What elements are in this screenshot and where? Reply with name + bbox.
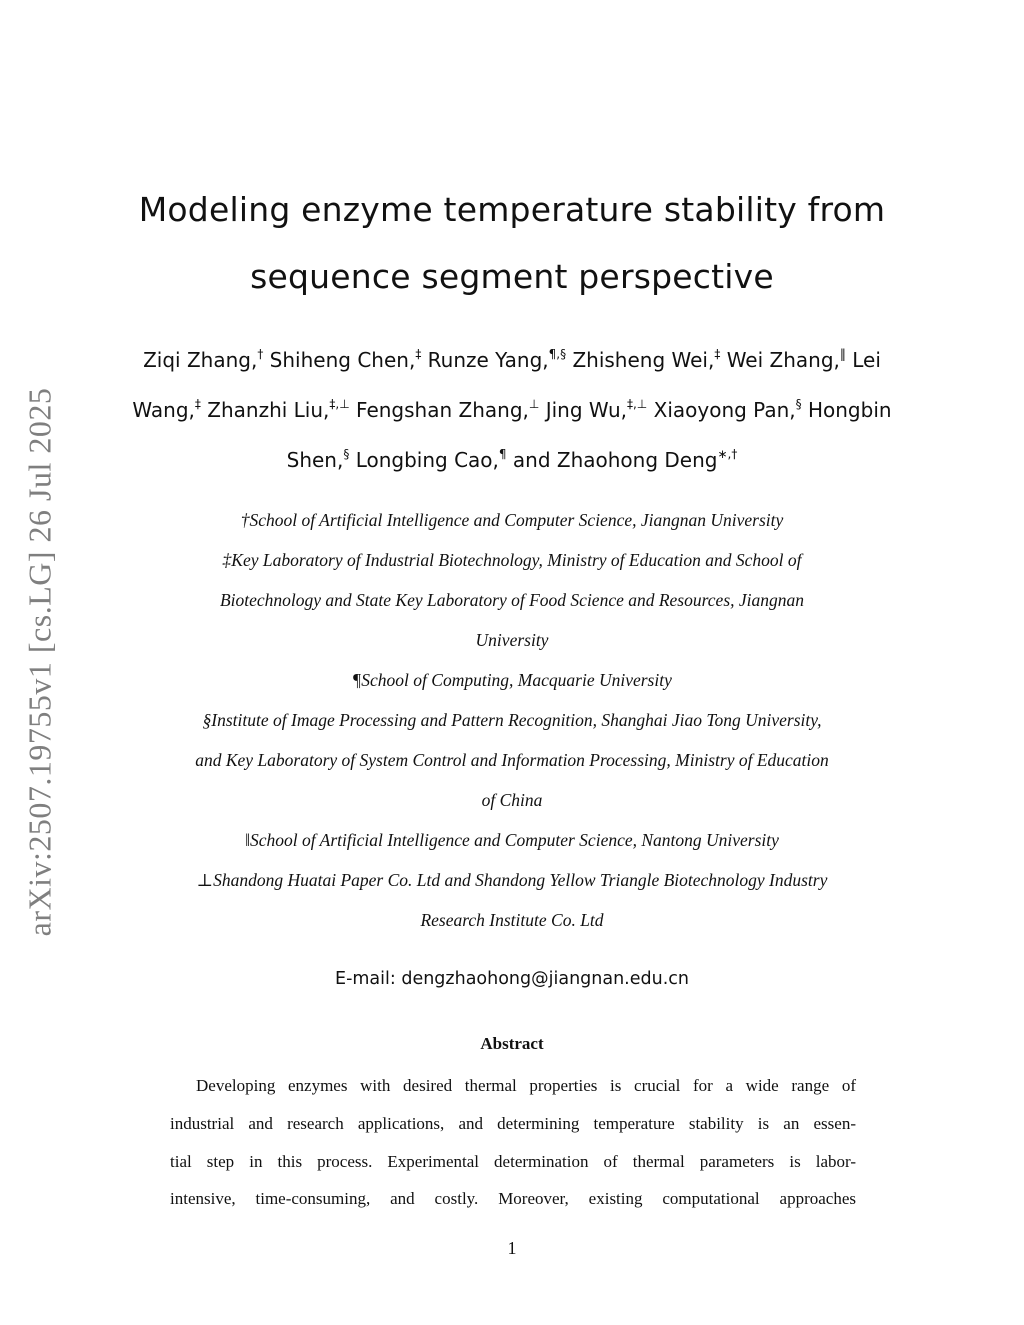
affiliation-line: of China xyxy=(481,790,543,810)
abstract-line: industrial and research applications, and determining temperature stability is an essen- xyxy=(170,1114,856,1133)
author-line-1: Ziqi Zhang,† Shiheng Chen,‡ Runze Yang,¶,§ Zhisheng Wei,‡ Wei Zhang,‖ Lei xyxy=(143,347,881,372)
affiliation-line: Biotechnology and State Key Laboratory of Food Science and Resources, Jiangnan xyxy=(219,590,805,610)
page-number: 1 xyxy=(507,1238,517,1258)
author-line-3: Shen,§ Longbing Cao,¶ and Zhaohong Deng∗,† xyxy=(286,447,738,472)
affiliation-line: ¶School of Computing, Macquarie University xyxy=(352,670,672,690)
affiliation-line: and Key Laboratory of System Control and Information Processing, Ministry of Education xyxy=(195,750,829,770)
paper-title-line-1: Modeling enzyme temperature stability from xyxy=(138,190,886,229)
abstract-line: Developing enzymes with desired thermal properties is crucial for a wide range of xyxy=(196,1076,856,1095)
paper-title-line-2: sequence segment perspective xyxy=(250,257,774,296)
affiliation-line: ‡Key Laboratory of Industrial Biotechnology, Ministry of Education and School of xyxy=(222,550,802,570)
affiliation-line: University xyxy=(475,630,549,650)
corresponding-email[interactable]: E-mail: dengzhaohong@jiangnan.edu.cn xyxy=(335,969,689,989)
abstract-line: tial step in this process. Experimental determination of thermal parameters is labor- xyxy=(170,1152,856,1171)
affiliation-line: ⊥Shandong Huatai Paper Co. Ltd and Shandong Yellow Triangle Biotechnology Industry xyxy=(196,870,828,890)
affiliation-line: †School of Artificial Intelligence and Computer Science, Jiangnan University xyxy=(240,510,784,530)
affiliation-line: §Institute of Image Processing and Pattern Recognition, Shanghai Jiao Tong University, xyxy=(202,710,822,730)
affiliation-line: Research Institute Co. Ltd xyxy=(420,910,604,930)
arxiv-identifier: arXiv:2507.19755v1 [cs.LG] 26 Jul 2025 xyxy=(21,387,58,937)
abstract-line: intensive, time-consuming, and costly. Moreover, existing computational approaches xyxy=(170,1189,856,1208)
author-line-2: Wang,‡ Zhanzhi Liu,‡,⊥ Fengshan Zhang,⊥ Jing Wu,‡,⊥ Xiaoyong Pan,§ Hongbin xyxy=(132,397,892,422)
affiliation-line: ‖School of Artificial Intelligence and Computer Science, Nantong University xyxy=(245,830,779,850)
abstract-heading: Abstract xyxy=(480,1034,544,1053)
